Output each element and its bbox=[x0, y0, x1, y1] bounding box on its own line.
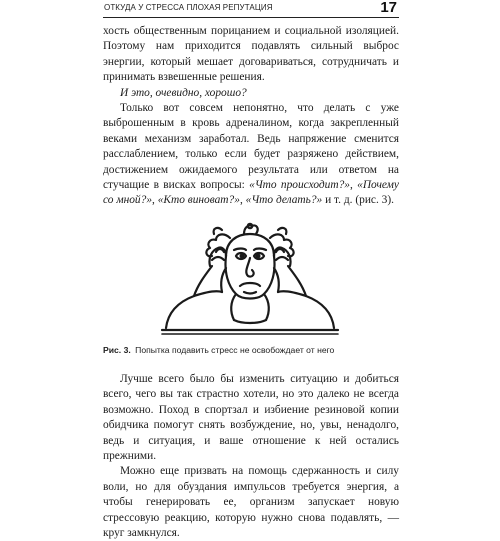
separator: , bbox=[349, 179, 358, 192]
paragraph-ending: и т. д. (рис. 3). bbox=[322, 194, 395, 207]
stressed-person-holding-head-icon bbox=[160, 222, 340, 340]
body-text-bottom bbox=[103, 372, 399, 541]
running-header-title: ОТКУДА У СТРЕССА ПЛОХАЯ РЕПУТАЦИЯ bbox=[104, 3, 273, 12]
body-text-top bbox=[103, 24, 399, 209]
question-quote: «Что делать?» bbox=[245, 194, 323, 207]
question-quote: «Что происходит?» bbox=[249, 179, 350, 192]
page-number: 17 bbox=[380, 0, 397, 16]
figure-label: Рис. 3. bbox=[103, 345, 131, 355]
paragraph: Можно еще призвать на помощь сдержанность и силу воли, но для обуздания импульсов требуется энергия, а чтобы генерировать ее, организм запускает новую стрессовую реакцию, которую нужно снова подавлять, — круг замкнулся. bbox=[103, 465, 399, 540]
separator: , bbox=[152, 194, 158, 207]
paragraph-question: И это, очевидно, хорошо? bbox=[120, 86, 247, 99]
question-quote: «Почему со мной?» bbox=[103, 179, 399, 207]
paragraph bbox=[103, 101, 399, 209]
question-quote: «Кто виноват?» bbox=[157, 194, 240, 207]
separator: , bbox=[239, 194, 246, 207]
figure-caption-text: Попытка подавить стресс не освобождает от него bbox=[135, 345, 335, 355]
paragraph: Лучше всего было бы изменить ситуацию и добиться всего, чего вы так страстно хотели, но это далеко не всегда возможно. Поход в спортзал и избиение резиновой копии обидчика помогут снять возбуждение, но, увы, ненадолго, ведь и ситуация, и ваше отношение к ней остались прежними. bbox=[103, 373, 399, 463]
figure-caption bbox=[103, 345, 399, 355]
running-header bbox=[103, 0, 399, 18]
paragraph-text: Только вот совсем непонятно, что делать с уже выброшенным в кровь адреналином, когда закрепленный веками механизм заработал. Ведь напряжение сменится расслаблением, только если будет разряжено действием, достижением ожидаемого результата или ответом на стучащие в висках вопросы: bbox=[103, 102, 399, 192]
paragraph: хость общественным порицанием и социальной изоляцией. Поэтому нам приходится подавлять сильный выброс энергии, который мешает договариваться, сотрудничать и принимать взвешенные решения. bbox=[103, 25, 399, 84]
